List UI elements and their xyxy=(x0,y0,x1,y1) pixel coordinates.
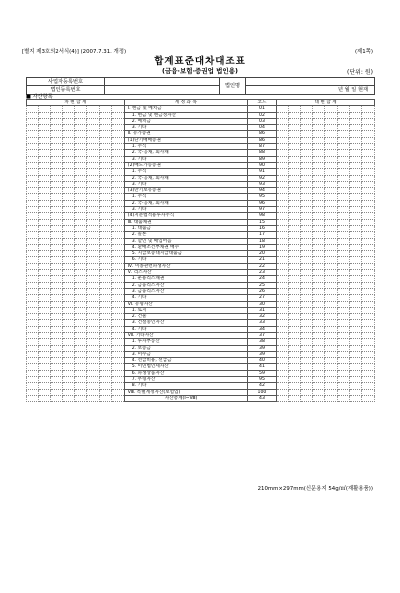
debit-amount-cell[interactable] xyxy=(27,395,39,401)
account-label: 3. 할인 및 매입어음 xyxy=(124,238,247,244)
account-code: 39 xyxy=(247,351,276,357)
account-code: 59 xyxy=(247,370,276,376)
date-label: 년 월 일 현재 xyxy=(246,86,375,94)
account-code: 27 xyxy=(247,295,276,301)
account-code: 32 xyxy=(247,314,276,320)
account-label: 2. 콜론 xyxy=(124,232,247,238)
account-label: 1. 현금 및 현금성자산 xyxy=(124,112,247,118)
account-label: 6. 파생상품자산 xyxy=(124,370,247,376)
business-reg-label: 사업자등록번호 xyxy=(27,78,105,86)
account-code: 93 xyxy=(247,181,276,187)
account-code: 16 xyxy=(247,225,276,231)
account-label: 3. 기타 xyxy=(124,207,247,213)
account-label: 6. 기타 xyxy=(124,257,247,263)
section-label: ■ 자산항목 xyxy=(26,94,53,100)
form-title-block xyxy=(0,57,400,75)
account-code: 43 xyxy=(247,395,276,401)
account-code: 15 xyxy=(247,219,276,225)
account-label: 1. 투자부동산 xyxy=(124,339,247,345)
account-label: Ⅰ. 현금 및 예치금 xyxy=(124,106,247,112)
account-code: 23 xyxy=(247,270,276,276)
account-code: 89 xyxy=(247,156,276,162)
account-code: 34 xyxy=(247,326,276,332)
account-label: 1. 토지 xyxy=(124,307,247,313)
account-code: 17 xyxy=(247,232,276,238)
account-label: 3. 기타 xyxy=(124,181,247,187)
account-label: 2. 예치금 xyxy=(124,118,247,124)
account-label: Ⅶ. 기타자산 xyxy=(124,332,247,338)
account-label: 2. 국·공채, 회사채 xyxy=(124,200,247,206)
account-code: 20 xyxy=(247,251,276,257)
account-code: 24 xyxy=(247,276,276,282)
account-label: 3. 금융리스자산 xyxy=(124,288,247,294)
account-label: 4. 선급비용, 선급금 xyxy=(124,358,247,364)
account-label: 4. 환매조건부채권 매수 xyxy=(124,244,247,250)
account-label: (3)만기보유증권 xyxy=(124,188,247,194)
page-number: (제1쪽) xyxy=(354,49,373,55)
corp-reg-label: 법인등록번호 xyxy=(27,86,105,94)
account-label: 자산총계(Ⅰ~Ⅷ) xyxy=(124,395,247,401)
account-label: 3. 미수금 xyxy=(124,351,247,357)
account-label: 3. 기타 xyxy=(124,156,247,162)
business-reg-field[interactable] xyxy=(105,78,220,86)
account-label: 2. 보증금 xyxy=(124,345,247,351)
account-code: 87 xyxy=(247,144,276,150)
corp-name-field[interactable] xyxy=(246,78,375,86)
account-label: 3. 건설중인자산 xyxy=(124,320,247,326)
account-code: 86 xyxy=(247,131,276,137)
asset-table xyxy=(26,99,375,402)
account-code: 21 xyxy=(247,257,276,263)
account-code: 22 xyxy=(247,263,276,269)
credit-amount-cell[interactable] xyxy=(289,395,301,401)
account-code: 03 xyxy=(247,118,276,124)
debit-total-header: 차 변 합 계 xyxy=(27,100,125,106)
account-label: 7. 무형자산 xyxy=(124,377,247,383)
account-code: 30 xyxy=(247,301,276,307)
account-code: 25 xyxy=(247,282,276,288)
unit-label: (단위: 원) xyxy=(347,69,373,76)
account-label: Ⅴ. 리스자산 xyxy=(124,270,247,276)
account-label: Ⅱ. 유가증권 xyxy=(124,131,247,137)
account-label: 4. 기타 xyxy=(124,326,247,332)
account-code: 88 xyxy=(247,150,276,156)
account-label: 1. 대출금 xyxy=(124,225,247,231)
account-code: 100 xyxy=(247,389,276,395)
account-code: 04 xyxy=(247,125,276,131)
debit-amount-cell[interactable] xyxy=(111,395,124,401)
debit-amount-cell[interactable] xyxy=(99,395,111,401)
account-label: (2)매도가능증권 xyxy=(124,162,247,168)
account-code: 26 xyxy=(247,288,276,294)
credit-amount-cell[interactable] xyxy=(361,395,374,401)
account-label: 8. 기타 xyxy=(124,383,247,389)
account-code: 19 xyxy=(247,244,276,250)
account-code: 92 xyxy=(247,175,276,181)
account-code: 86 xyxy=(247,137,276,143)
debit-amount-cell[interactable] xyxy=(39,395,51,401)
form-number: [별지 제3호의2서식(4)] (2007.7.31. 개정) xyxy=(22,49,127,55)
form-header xyxy=(22,47,373,55)
credit-amount-cell[interactable] xyxy=(277,395,289,401)
account-code: 02 xyxy=(247,112,276,118)
debit-amount-cell[interactable] xyxy=(87,395,99,401)
account-code: 40 xyxy=(247,358,276,364)
account-label: Ⅳ. 이종관련파생자산 xyxy=(124,263,247,269)
account-code: 31 xyxy=(247,307,276,313)
account-label: 4. 기타 xyxy=(124,295,247,301)
account-code: 95 xyxy=(247,194,276,200)
credit-amount-cell[interactable] xyxy=(337,395,349,401)
account-label: Ⅷ. 특별계정자산(보험업) xyxy=(124,389,247,395)
account-label: 1. 주식 xyxy=(124,194,247,200)
account-code: 37 xyxy=(247,332,276,338)
paper-spec: 210mm×297mm(신문용지 54g/㎡(재활용품)) xyxy=(257,486,373,492)
account-code: 98 xyxy=(247,213,276,219)
account-label: 2. 금융리스자산 xyxy=(124,282,247,288)
account-code: 33 xyxy=(247,320,276,326)
account-code: 91 xyxy=(247,169,276,175)
debit-amount-cell[interactable] xyxy=(75,395,87,401)
account-code: 38 xyxy=(247,339,276,345)
info-table xyxy=(26,77,375,95)
account-code: 18 xyxy=(247,238,276,244)
credit-amount-cell[interactable] xyxy=(301,395,313,401)
account-label: Ⅵ. 유형자산 xyxy=(124,301,247,307)
form-subtitle: (금융·보험·증권업 법인용) xyxy=(162,67,238,75)
account-code: 94 xyxy=(247,188,276,194)
account-label: 2. 국·공채, 회사채 xyxy=(124,175,247,181)
account-label: 5. 이연법인세자산 xyxy=(124,364,247,370)
debit-amount-cell[interactable] xyxy=(51,395,63,401)
account-code: 42 xyxy=(247,383,276,389)
credit-amount-cell[interactable] xyxy=(349,395,361,401)
form-title: 합계표준대차대조표 xyxy=(154,56,246,67)
account-code: 41 xyxy=(247,364,276,370)
account-code: 90 xyxy=(247,162,276,168)
code-header: 코드 xyxy=(247,100,276,106)
account-label: 1. 주식 xyxy=(124,144,247,150)
credit-amount-cell[interactable] xyxy=(313,395,325,401)
account-code: 39 xyxy=(247,345,276,351)
account-header: 계 정 과 목 xyxy=(124,100,247,106)
account-label: 3. 기타 xyxy=(124,125,247,131)
debit-amount-cell[interactable] xyxy=(63,395,75,401)
account-code: 96 xyxy=(247,200,276,206)
account-code: 95 xyxy=(247,377,276,383)
credit-amount-cell[interactable] xyxy=(325,395,337,401)
account-label: 1. 주식 xyxy=(124,169,247,175)
account-code: 01 xyxy=(247,106,276,112)
account-label: 2. 건물 xyxy=(124,314,247,320)
corp-name-label: 법인명 xyxy=(220,78,246,95)
account-label: 1. 운용리스채권 xyxy=(124,276,247,282)
account-label: (1)단기매매증권 xyxy=(124,137,247,143)
account-label: 2. 국·공채, 회사채 xyxy=(124,150,247,156)
account-label: Ⅲ. 대출채권 xyxy=(124,219,247,225)
corp-reg-field[interactable] xyxy=(105,86,220,94)
table-row xyxy=(27,395,375,401)
credit-total-header: 대 변 합 계 xyxy=(277,100,375,106)
account-code: 97 xyxy=(247,207,276,213)
account-label: 5. 지급보증대지급대출금 xyxy=(124,251,247,257)
account-label: (4)지분법적용투자주식 xyxy=(124,213,247,219)
